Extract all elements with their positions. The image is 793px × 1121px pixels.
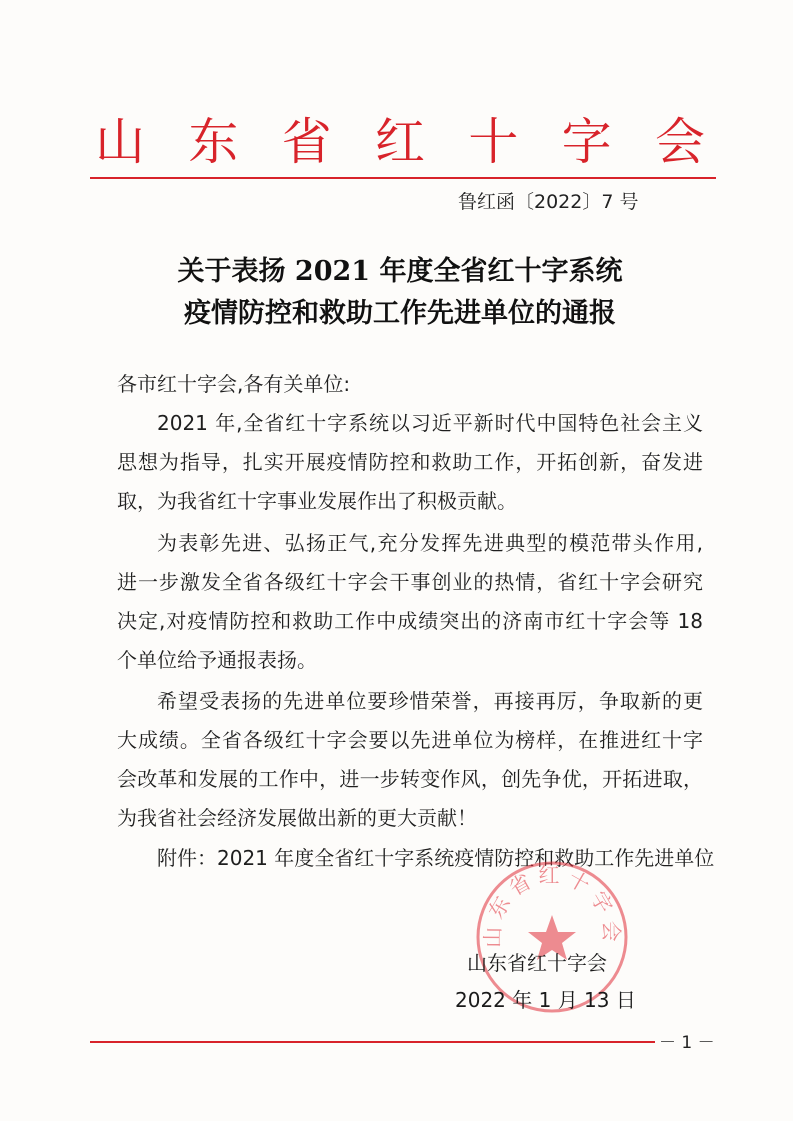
paragraph-line: 思想为指导，扎实开展疫情防控和救助工作，开拓创新，奋发进 [117,450,703,474]
signing-date: 2022 年 1 月 13 日 [455,988,636,1012]
paragraph-line: 会改革和发展的工作中，进一步转变作风，创先争优，开拓进取， [117,767,703,791]
paragraph-line: 希望受表扬的先进单位要珍惜荣誉，再接再厉，争取新的更 [157,689,703,713]
org-header-char: 省 [281,113,332,171]
org-header [95,112,705,172]
org-header-char: 字 [561,113,612,171]
signing-organization: 山东省红十字会 [467,951,607,975]
org-header-char: 会 [654,113,705,171]
paragraph-line: 个单位给予通报表扬。 [117,648,317,672]
paragraph-line: 决定,对疫情防控和救助工作中成绩突出的济南市红十字会等 18 [117,609,703,633]
paragraph-line: 进一步激发全省各级红十字会干事创业的热情，省红十字会研究 [117,570,703,594]
document-title-line-2: 疫情防控和救助工作先进单位的通报 [184,298,616,329]
page-number: － 1 － [655,1033,719,1053]
org-header-char: 山 [95,113,145,171]
document-title-line-1: 关于表扬 2021 年度全省红十字系统 [177,256,623,287]
attachment-line: 附件：2021 年度全省红十字系统疫情防控和救助工作先进单位 [157,846,715,870]
org-header-char: 红 [374,113,425,171]
paragraph-line: 为表彰先进、弘扬正气,充分发挥先进典型的模范带头作用, [157,531,703,555]
paragraph-line: 2021 年,全省红十字系统以习近平新时代中国特色社会主义 [157,411,703,435]
seal-text: 山东省红十字会 [480,863,624,948]
footer-divider [90,1041,716,1043]
paragraph-line: 为我省社会经济发展做出新的更大贡献！ [117,806,477,830]
document-number: 鲁红函〔2022〕7 号 [458,191,639,213]
paragraph-line: 取，为我省红十字事业发展作出了积极贡献。 [117,489,517,513]
paragraph-line: 大成绩。全省各级红十字会要以先进单位为榜样，在推进红十字 [117,728,703,752]
org-header-char: 东 [188,113,239,171]
header-divider [90,177,716,179]
org-header-char: 十 [468,113,519,171]
salutation: 各市红十字会,各有关单位: [117,372,351,396]
